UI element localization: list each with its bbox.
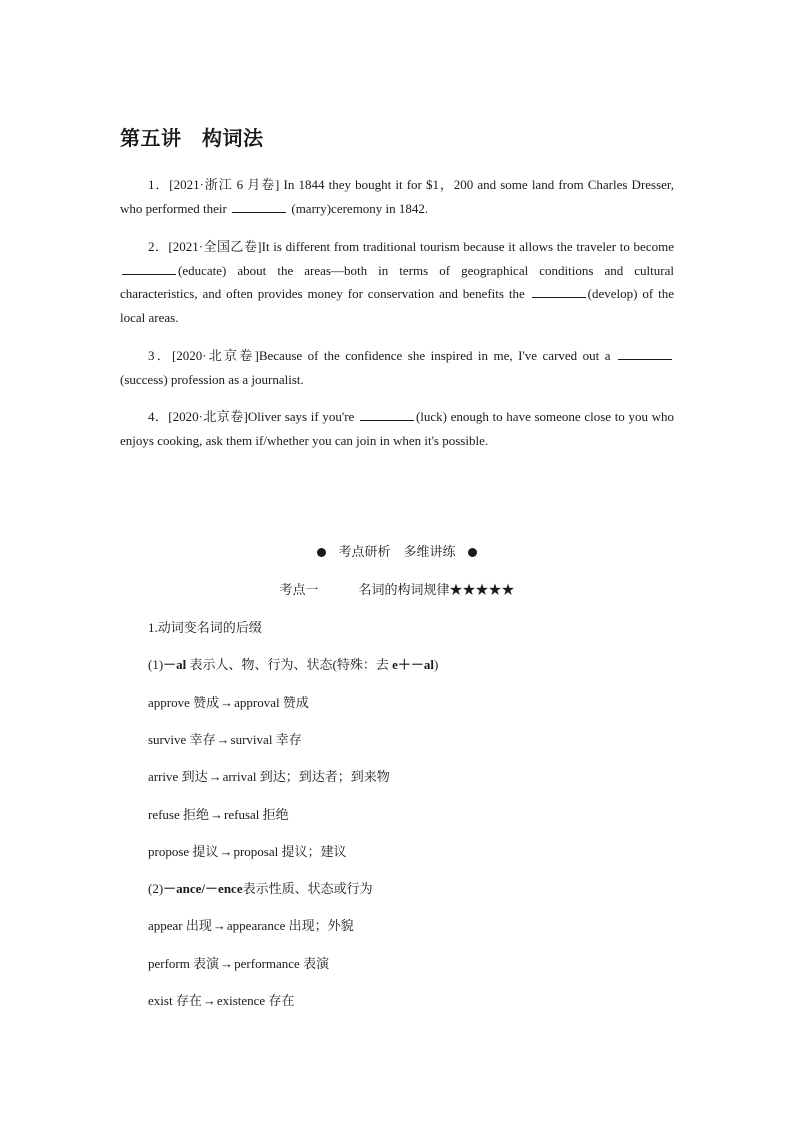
question-text: (success) profession as a journalist. — [120, 371, 304, 387]
source-meaning: 存在 — [172, 993, 202, 1008]
suffix: －ance/－ence — [163, 881, 243, 897]
question-text: It is different from traditional tourism because it allows the traveler to become — [261, 239, 674, 254]
suffix: －al — [163, 657, 187, 673]
derived-word: arrival — [222, 769, 257, 785]
derived-meaning: 表演 — [299, 955, 330, 971]
answer-blank[interactable] — [532, 285, 586, 298]
source-word: appear — [148, 918, 183, 934]
source-meaning: 拒绝 — [179, 806, 210, 822]
question-text: (marry)ceremony in 1842. — [288, 200, 429, 216]
arrow-right-icon: → — [212, 918, 226, 934]
question-source: [2020·北京卷] — [171, 348, 259, 363]
word-pair — [148, 915, 354, 934]
source-meaning: 表演 — [189, 955, 220, 971]
word-pair — [148, 953, 329, 972]
derived-word: approval — [234, 694, 280, 710]
arrow-right-icon: → — [220, 694, 234, 710]
source-word: survive — [148, 731, 187, 747]
source-word: perform — [148, 955, 190, 971]
derived-word: refusal — [224, 806, 260, 822]
arrow-right-icon: → — [219, 843, 233, 859]
question-3 — [120, 344, 674, 391]
question-number: 2． — [148, 239, 169, 254]
source-meaning: 到达 — [178, 769, 208, 785]
question-source: [2021·全国乙卷] — [168, 239, 262, 254]
derived-word: existence — [216, 993, 266, 1008]
point-title: 名词的构词规律★★★★★ — [358, 582, 515, 597]
derived-meaning: 提议；建议 — [278, 843, 347, 859]
section-heading — [0, 541, 794, 560]
word-pair — [148, 729, 302, 748]
rule-description: 表示人、物、行为、状态(特殊：去 — [186, 657, 393, 673]
answer-blank[interactable] — [232, 200, 286, 213]
source-word: refuse — [148, 806, 180, 822]
arrow-right-icon: → — [216, 731, 230, 747]
point-label: 考点一 — [279, 582, 319, 597]
question-source: [2021·浙江 6 月卷] — [169, 177, 280, 192]
point-heading — [0, 579, 794, 598]
source-word: propose — [148, 843, 190, 859]
derived-meaning: 幸存 — [272, 731, 302, 747]
bullet-dot-icon — [317, 548, 326, 557]
page-title: 第五讲 构词法 — [120, 128, 264, 150]
rule-number: (2) — [148, 881, 164, 897]
question-text: (develop) of the local areas. — [120, 286, 674, 325]
arrow-right-icon: → — [202, 993, 216, 1008]
suffix-rule — [148, 878, 373, 897]
word-pair — [148, 804, 289, 823]
question-text: (luck) enough to have someone close to you who enjoys cooking, ask them if/whether you can join in when it's possible. — [120, 409, 674, 448]
derived-meaning: 赞成 — [279, 694, 309, 710]
source-word: approve — [148, 694, 190, 710]
suffix: e＋－al — [392, 657, 435, 673]
rule-description: ) — [434, 657, 439, 673]
derived-word: proposal — [233, 843, 279, 859]
list-heading — [148, 617, 262, 636]
rule-number: (1) — [148, 657, 164, 673]
question-text: In 1844 they bought it for $1，200 and some land from Charles Dresser, who performed their — [120, 177, 674, 216]
source-meaning: 出现 — [182, 918, 212, 934]
question-2 — [120, 235, 674, 329]
answer-blank[interactable] — [360, 408, 414, 421]
question-number: 1． — [148, 177, 170, 192]
bullet-dot-icon — [468, 548, 477, 557]
section-heading-text: 考点研析 多维讲练 — [338, 544, 456, 559]
question-text: Oliver says if you're — [247, 409, 358, 424]
rule-description: 表示性质、状态或行为 — [242, 881, 373, 897]
derived-word: performance — [234, 955, 300, 971]
source-meaning: 提议 — [189, 843, 219, 859]
question-1 — [120, 173, 674, 220]
question-number: 4． — [148, 409, 169, 424]
arrow-right-icon: → — [210, 806, 224, 822]
word-pair — [148, 692, 309, 711]
answer-blank[interactable] — [122, 262, 176, 275]
question-text: Because of the confidence she inspired in me, I've carved out a — [258, 348, 616, 363]
source-word: arrive — [148, 769, 179, 785]
derived-meaning: 出现；外貌 — [285, 918, 354, 934]
suffix-rule — [148, 654, 438, 673]
derived-meaning: 存在 — [265, 993, 295, 1008]
source-word: exist — [148, 993, 173, 1008]
derived-meaning: 到达；到达者；到来物 — [256, 769, 390, 785]
list-heading-text: 1.动词变名词的后缀 — [148, 620, 262, 635]
derived-word: appearance — [226, 918, 286, 934]
question-source: [2020·北京卷] — [168, 409, 248, 424]
word-pair — [148, 990, 294, 1009]
question-4 — [120, 405, 674, 452]
source-meaning: 幸存 — [186, 731, 216, 747]
arrow-right-icon: → — [220, 955, 234, 971]
answer-blank[interactable] — [618, 347, 672, 360]
question-text: (educate) about the areas—both in terms of geographical conditions and cultural characteristics, and often provides money for conservation and benefits the — [120, 262, 674, 301]
question-number: 3． — [148, 348, 172, 363]
source-meaning: 赞成 — [189, 694, 220, 710]
word-pair — [148, 841, 346, 860]
arrow-right-icon: → — [208, 769, 222, 785]
derived-word: survival — [230, 731, 273, 747]
word-pair — [148, 766, 390, 785]
derived-meaning: 拒绝 — [259, 806, 289, 822]
